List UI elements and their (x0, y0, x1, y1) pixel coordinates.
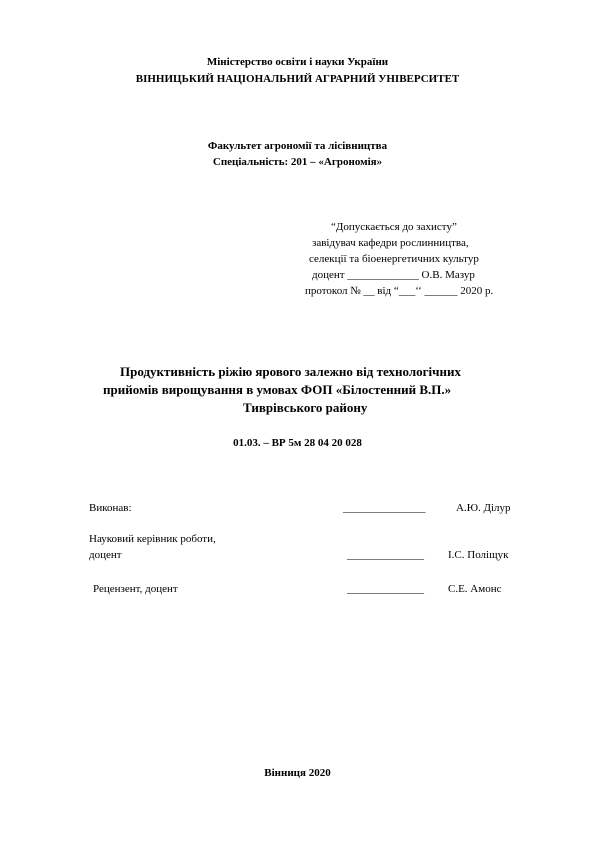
approval-department: селекції та біоенергетичних культур (309, 253, 479, 265)
thesis-code: 01.03. – ВР 5м 28 04 20 028 (233, 437, 362, 449)
executor-signature-line: _______________ (343, 502, 426, 514)
university-name: ВІННИЦЬКИЙ НАЦІОНАЛЬНИЙ АГРАРНИЙ УНІВЕРСИТЕТ (135, 73, 460, 85)
reviewer-name: С.Е. Амонс (448, 583, 502, 595)
city-year: Вінниця 2020 (264, 767, 331, 779)
approval-signature: доцент _____________ О.В. Мазур (312, 269, 475, 281)
thesis-title-line-3: Тиврівського району (243, 400, 368, 415)
executor-label: Виконав: (89, 502, 132, 514)
supervisor-signature-line: ______________ (347, 549, 424, 561)
specialty: Спеціальність: 201 – «Агрономія» (212, 156, 383, 168)
thesis-title-line-1: Продуктивність ріжію ярового залежно від технологічних (120, 364, 461, 379)
approval-protocol: протокол № __ від “___‘‘ ______ 2020 р. (305, 285, 494, 297)
supervisor-name: І.С. Поліщук (448, 549, 509, 561)
supervisor-label: Науковий керівник роботи, (89, 533, 216, 545)
reviewer-signature-line: ______________ (347, 583, 424, 595)
ministry-name: Міністерство освіти і науки України (206, 56, 389, 68)
reviewer-label: Рецензент, доцент (93, 583, 178, 595)
executor-name: А.Ю. Ділур (456, 502, 511, 514)
faculty-name: Факультет агрономії та лісівництва (207, 140, 388, 152)
thesis-title-line-2: прийомів вирощування в умовах ФОП «Білостенний В.П.» (103, 382, 452, 397)
approval-heading: “Допускається до захисту” (331, 221, 457, 233)
supervisor-title: доцент (89, 549, 122, 561)
approval-position: завідувач кафедри рослинництва, (312, 237, 469, 249)
